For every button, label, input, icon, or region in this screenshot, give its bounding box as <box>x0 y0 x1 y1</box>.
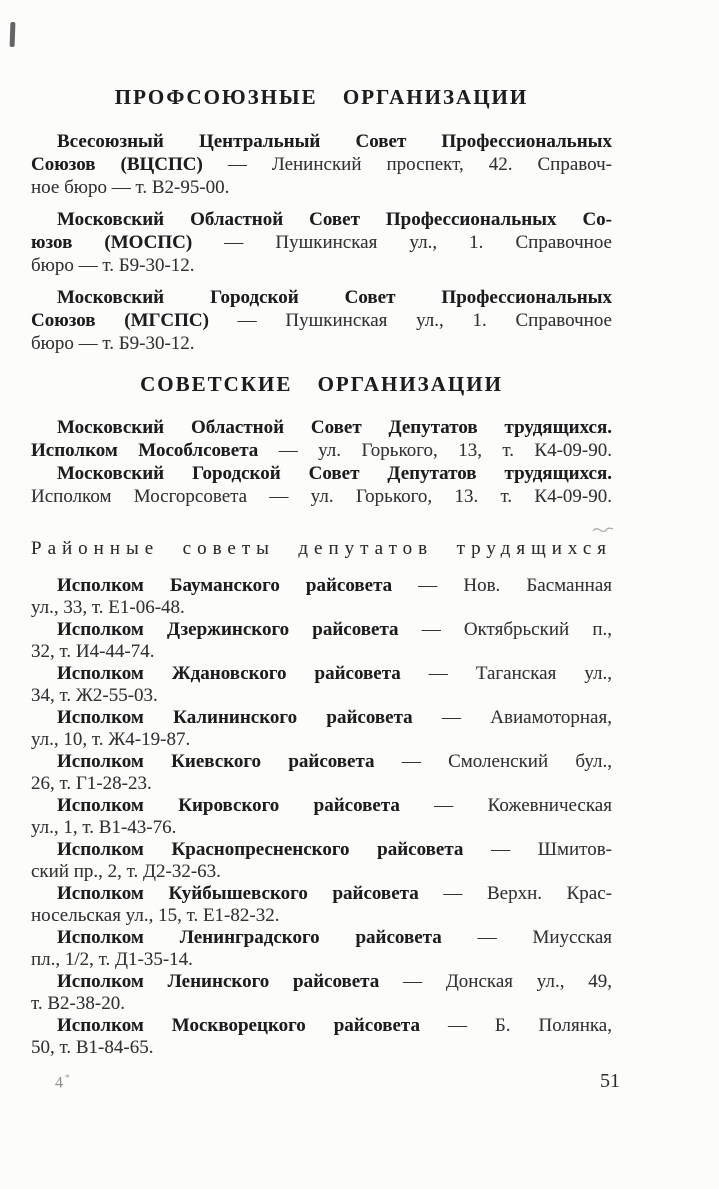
printers-signature-mark <box>55 1073 71 1093</box>
text-line <box>31 254 612 277</box>
text-line <box>31 905 612 927</box>
text-line <box>31 641 612 663</box>
entry-mosgorsovet <box>31 462 612 508</box>
text-line <box>31 1015 612 1037</box>
text-line <box>31 286 612 309</box>
text-line <box>31 883 612 905</box>
text-segment: Исполком Ленинградского райсовета <box>57 927 442 948</box>
entry-mgsps <box>31 286 612 355</box>
text-segment: ский пр., 2, т. Д2-32-63. <box>31 861 221 882</box>
text-segment: Исполком Кировского райсовета <box>57 795 400 816</box>
text-segment: — Ленинский проспект, 42. Справоч- <box>202 154 612 175</box>
text-segment: — Кожевническая <box>399 795 612 816</box>
heading-trade-union-organizations: ПРОФСОЮЗНЫЕ ОРГАНИЗАЦИИ <box>114 85 529 109</box>
district-krasnopresnensky <box>31 839 612 883</box>
text-segment: — Б. Полянка, <box>419 1015 612 1036</box>
text-line <box>31 707 612 729</box>
heading-district-councils: Районные советы депутатов трудящихся <box>31 538 612 559</box>
text-segment: 34, т. Ж2-55-03. <box>31 685 158 706</box>
text-line <box>31 795 612 817</box>
text-segment: — Верхн. Крас- <box>418 883 613 904</box>
text-segment: — Авиамоторная, <box>412 707 612 728</box>
district-zhdanovsky <box>31 663 612 707</box>
text-line <box>31 839 612 861</box>
text-segment: — Миусская <box>441 927 612 948</box>
text-segment: Исполком Мособлсовета <box>31 440 259 461</box>
text-segment: ул., 33, т. Е1-06-48. <box>31 597 185 618</box>
text-line <box>31 575 612 597</box>
district-dzerzhinsky <box>31 619 612 663</box>
text-segment: Союзов (МГСПС) <box>31 310 209 331</box>
text-line <box>31 773 612 795</box>
text-segment: носельская ул., 15, т. Е1-82-32. <box>31 905 280 926</box>
text-segment: Исполком Бауманского райсовета <box>57 575 393 596</box>
text-segment: Московский Областной Совет Профессиональных Со- <box>57 209 612 230</box>
text-line <box>31 729 612 751</box>
text-line <box>31 309 612 332</box>
text-line <box>31 685 612 707</box>
signature-asterisk: * <box>64 1072 71 1084</box>
district-moskvoretsky <box>31 1015 612 1059</box>
district-kirovsky <box>31 795 612 839</box>
text-line <box>31 153 612 176</box>
district-leningradsky <box>31 927 612 971</box>
text-line <box>31 176 612 199</box>
text-segment: бюро — т. Б9-30-12. <box>31 333 195 354</box>
text-segment: Московский Областной Совет Депутатов трудящихся. <box>57 417 612 438</box>
text-segment: Всесоюзный Центральный Совет Профессиональных <box>57 131 612 152</box>
scan-edge-artifact <box>10 22 16 47</box>
text-segment: пл., 1/2, т. Д1-35-14. <box>31 949 193 970</box>
text-segment: Исполком Дзержинского райсовета <box>57 619 399 640</box>
text-segment: бюро — т. Б9-30-12. <box>31 255 195 276</box>
text-segment: юзов (МОСПС) <box>31 232 193 253</box>
text-segment: 32, т. И4-44-74. <box>31 641 155 662</box>
text-line <box>31 751 612 773</box>
text-segment: Исполком Ждановского райсовета <box>57 663 401 684</box>
text-line <box>31 817 612 839</box>
text-segment: ное бюро — т. В2-95-00. <box>31 177 230 198</box>
district-leninsky <box>31 971 612 1015</box>
text-segment: Исполком Куйбышевского райсовета <box>57 883 419 904</box>
text-segment: Союзов (ВЦСПС) <box>31 154 203 175</box>
district-baumansky <box>31 575 612 619</box>
text-column <box>31 0 612 1059</box>
heading-soviet-organizations: СОВЕТСКИЕ ОРГАНИЗАЦИИ <box>140 372 503 396</box>
text-line <box>31 619 612 641</box>
text-line <box>31 130 612 153</box>
text-line <box>31 993 612 1015</box>
text-line <box>31 861 612 883</box>
text-segment: — Октябрьский п., <box>398 619 612 640</box>
text-segment: — Пушкинская ул., 1. Справочное <box>208 310 612 331</box>
text-segment: — Смоленский бул., <box>374 751 612 772</box>
entry-vcsps <box>31 130 612 199</box>
text-segment: — Шмитов- <box>463 839 612 860</box>
district-kalininsky <box>31 707 612 751</box>
text-line <box>31 1037 612 1059</box>
text-line <box>31 231 612 254</box>
text-line <box>31 485 612 508</box>
text-segment: 50, т. В1-84-65. <box>31 1037 154 1058</box>
page-number: 51 <box>600 1070 620 1092</box>
text-segment: — Нов. Басманная <box>392 575 612 596</box>
text-line <box>31 971 612 993</box>
text-segment: Исполком Москворецкого райсовета <box>57 1015 420 1036</box>
text-segment: — Пушкинская ул., 1. Справочное <box>192 232 612 253</box>
text-segment: т. В2-38-20. <box>31 993 125 1014</box>
district-kuibyshevsky <box>31 883 612 927</box>
text-line <box>31 332 612 355</box>
text-line <box>31 927 612 949</box>
text-segment: Исполком Калининского райсовета <box>57 707 413 728</box>
signature-number: 4 <box>54 1074 64 1092</box>
text-segment: — Таганская ул., <box>400 663 613 684</box>
text-segment: — Донская ул., 49, <box>379 971 612 992</box>
text-line <box>31 416 612 439</box>
text-segment: — ул. Горького, 13, т. К4-09-90. <box>258 440 612 461</box>
text-line <box>31 462 612 485</box>
text-segment: Московский Городской Совет Профессиональных <box>57 287 612 308</box>
text-segment: Исполком Ленинского райсовета <box>57 971 380 992</box>
text-segment: Исполком Мосгорсовета — ул. Горького, 13. т. К4-09-90. <box>31 486 612 507</box>
district-kievsky <box>31 751 612 795</box>
text-line <box>31 439 612 462</box>
text-line <box>31 597 612 619</box>
entry-mosoblsovet <box>31 416 612 462</box>
text-segment: Московский Городской Совет Депутатов трудящихся. <box>57 463 612 484</box>
text-segment: ул., 10, т. Ж4-19-87. <box>31 729 191 750</box>
text-segment: ул., 1, т. В1-43-76. <box>31 817 177 838</box>
text-segment: Исполком Киевского райсовета <box>57 751 375 772</box>
text-segment: Исполком Краснопресненского райсовета <box>57 839 464 860</box>
entry-mosps <box>31 208 612 277</box>
text-line <box>31 208 612 231</box>
text-line <box>31 663 612 685</box>
text-segment: 26, т. Г1-28-23. <box>31 773 152 794</box>
text-line <box>31 949 612 971</box>
